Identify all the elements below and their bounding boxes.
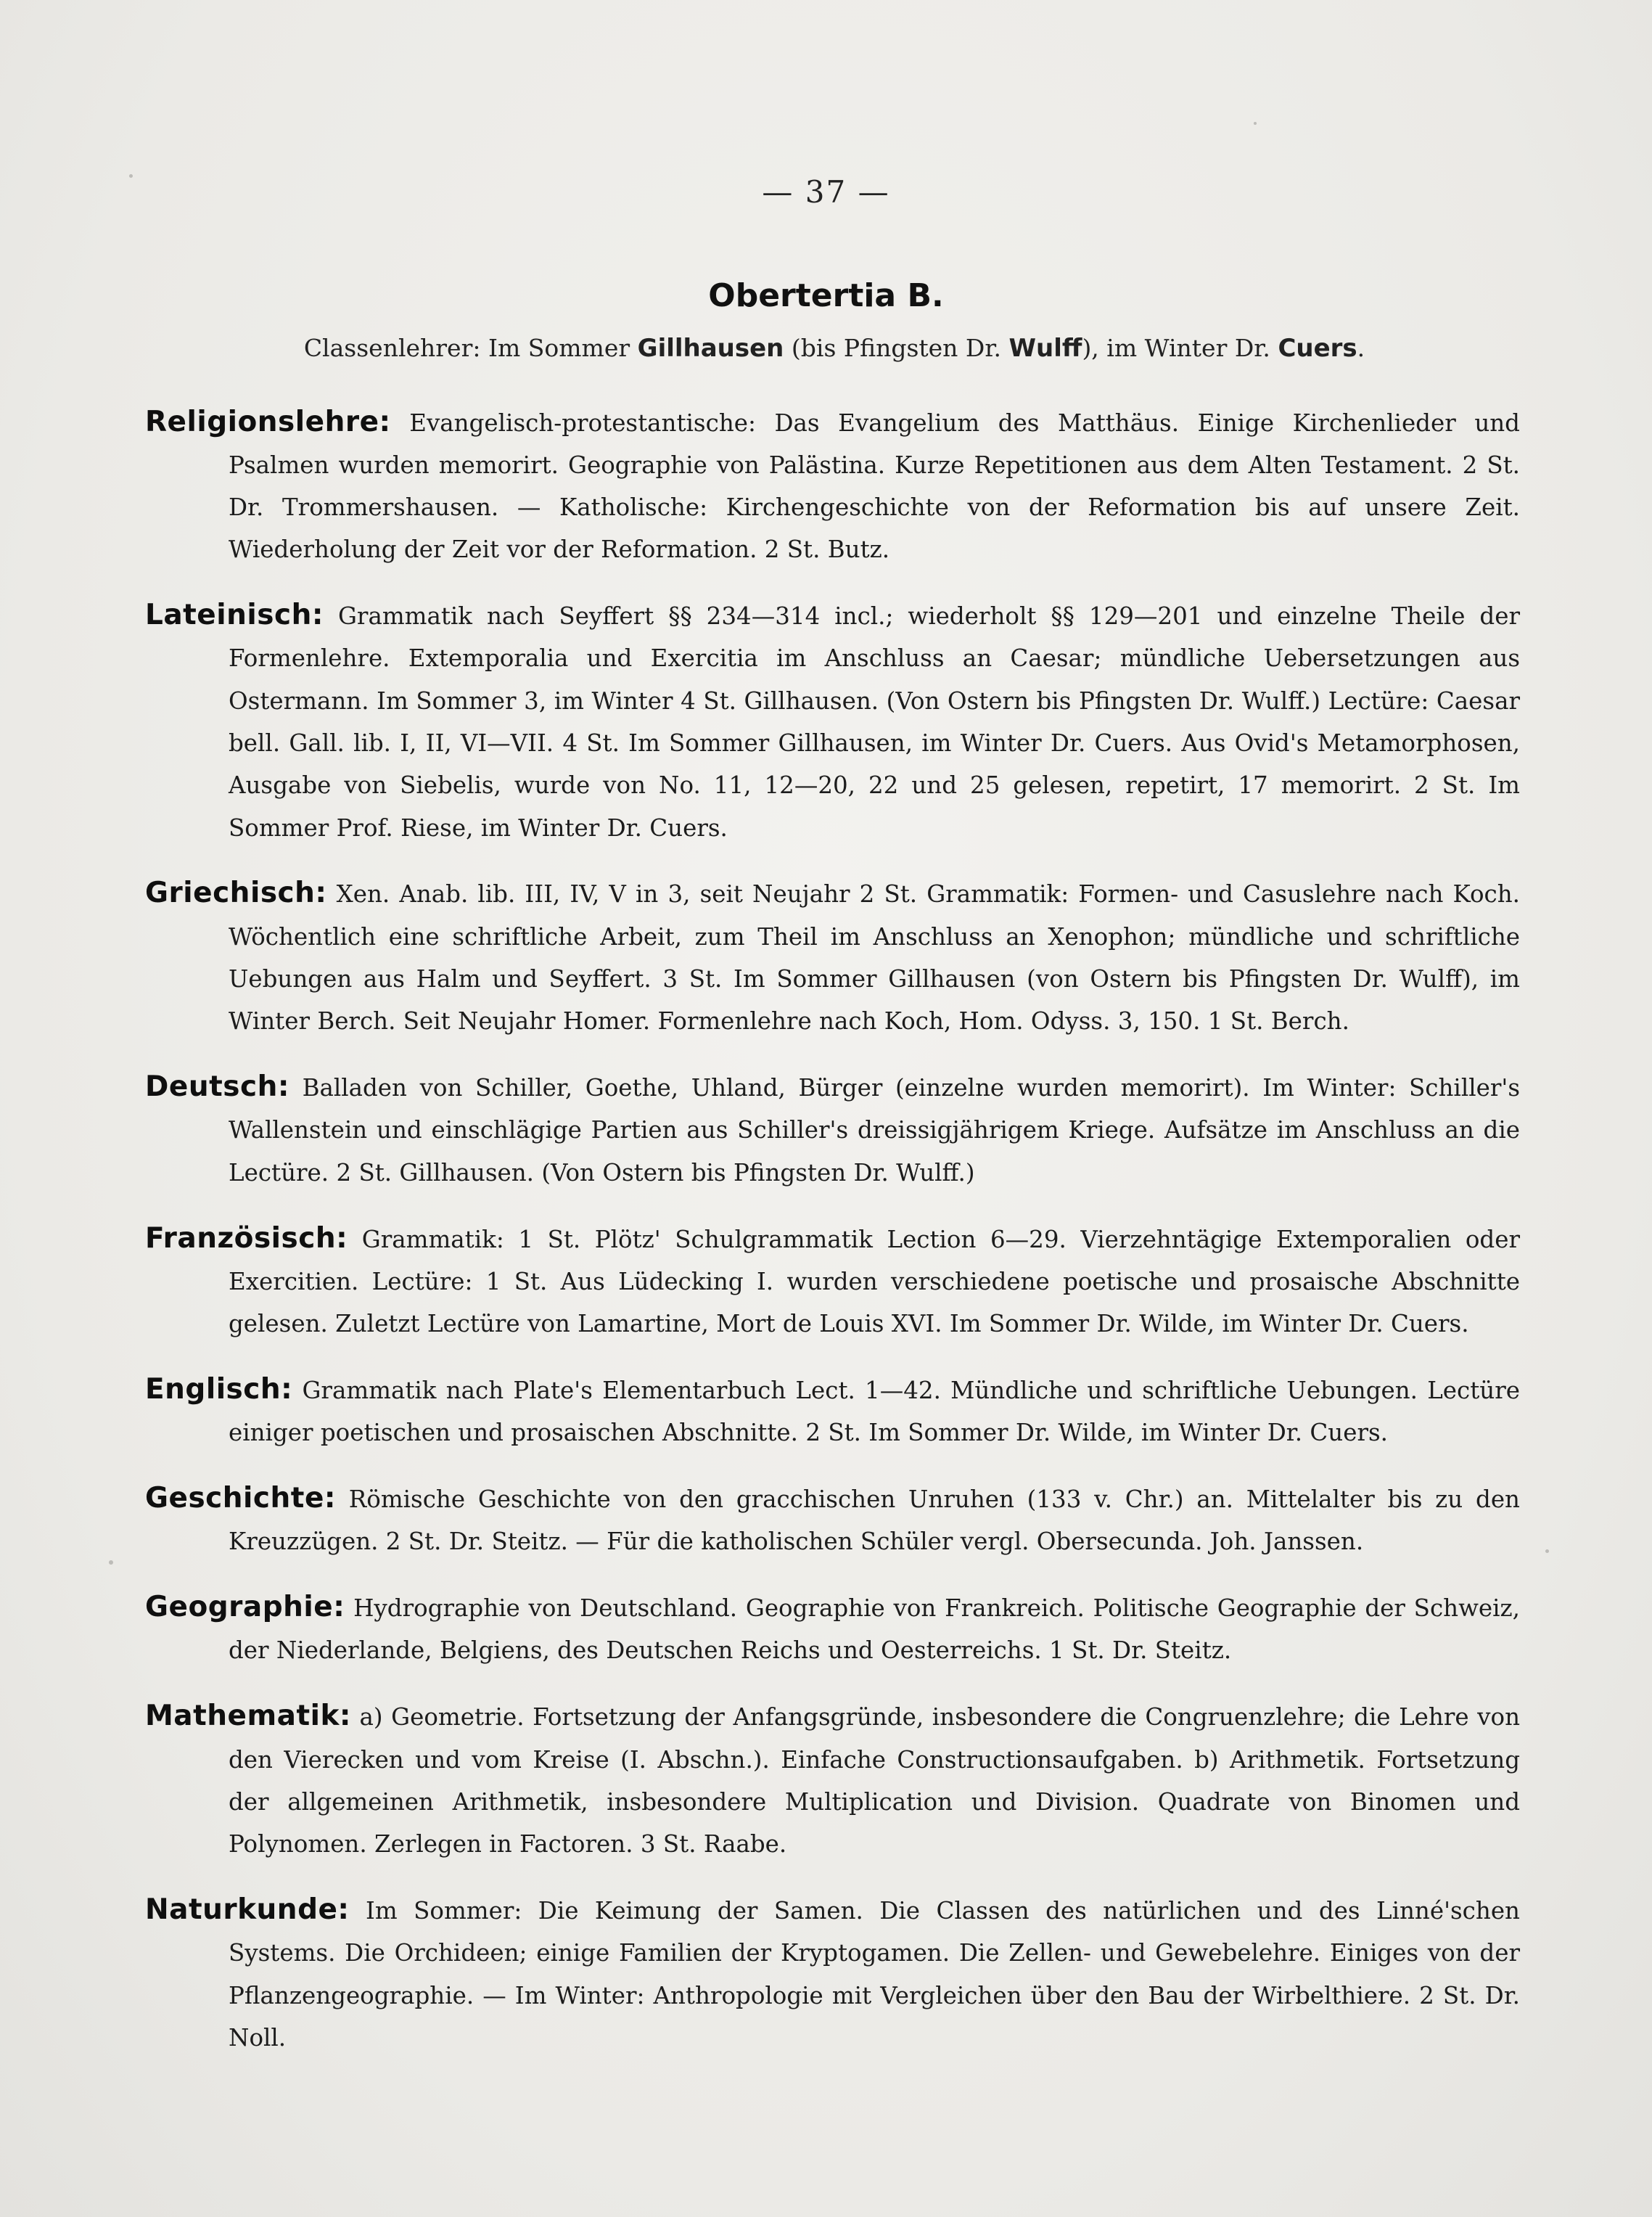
entry-franzoesisch [145,1218,1520,1345]
entry-geographie [145,1586,1520,1672]
subject-heading: Lateinisch: [145,599,324,632]
teacher-name-substitute: Wulff [1008,334,1082,363]
subject-text: Balladen von Schiller, Goethe, Uhland, Bürger (einzelne wurden memorirt). Im Winter: Schiller's Wallenstein und einschlägige Partien aus Schiller's dreissigjährigem Kriege. Aufsätze im Anschluss an die Lectüre. 2 St. Gillhausen. (Von Ostern bis Pfingsten Dr. Wulff.) [229,1074,1520,1187]
entry-geschichte [145,1478,1520,1563]
subject-heading: Mathematik: [145,1700,351,1733]
subject-text: Evangelisch-protestantische: Das Evangelium des Matthäus. Einige Kirchenlieder und Psalmen wurden memorirt. Geographie von Palästina. Kurze Repetitionen aus dem Alten Testament. 2 St. Dr. Trommershausen. — Katholische: Kirchengeschichte von der Reformation bis auf unsere Zeit. Wiederholung der Zeit vor der Reformation. 2 St. Butz. [229,409,1520,564]
class-teacher-mid: (bis Pfingsten Dr. [791,334,1002,362]
class-teacher-end: . [1357,334,1365,362]
class-teacher-label: Classenlehrer: Im Sommer [303,334,630,362]
entry-lateinisch [145,594,1520,849]
subject-heading: Französisch: [145,1221,348,1255]
teacher-name-winter: Cuers [1278,334,1357,363]
subject-text: Grammatik nach Seyffert §§ 234—314 incl.; wiederholt §§ 129—201 und einzelne Theile der Formenlehre. Extemporalia und Exercitia im Anschluss an Caesar; mündliche Uebersetzungen aus Ostermann. Im Sommer 3, im Winter 4 St. Gillhausen. (Von Ostern bis Pfingsten Dr. Wulff.) Lectüre: Caesar bell. Gall. lib. I, II, VI—VII. 4 St. Im Sommer Gillhausen, im Winter Dr. Cuers. Aus Ovid's Metamorphosen, Ausgabe von Siebelis, wurde von No. 11, 12—20, 22 und 25 gelesen, repetirt, 17 memorirt. 2 St. Im Sommer Prof. Riese, im Winter Dr. Cuers. [229,602,1520,842]
subject-heading: Geschichte: [145,1482,336,1515]
subject-entries [145,377,1520,2069]
subject-heading: Religionslehre: [145,405,391,438]
paper-speck [1254,122,1257,125]
subject-heading: Geographie: [145,1591,345,1624]
entry-naturkunde [145,1889,1520,2059]
teacher-name-summer: Gillhausen [637,334,784,363]
subject-text: Grammatik: 1 St. Plötz' Schulgrammatik Lection 6—29. Vierzehntägige Extemporalien oder Exercitien. Lectüre: 1 St. Aus Lüdecking I. wurden verschiedene poetische und prosaische Abschnitte gelesen. Zuletzt Lectüre von Lamartine, Mort de Louis XVI. Im Sommer Dr. Wilde, im Winter Dr. Cuers. [229,1225,1520,1338]
subject-heading: Naturkunde: [145,1893,350,1926]
class-teacher-line [145,334,1524,363]
subject-text: a) Geometrie. Fortsetzung der Anfangsgründe, insbesondere die Congruenzlehre; die Lehre von den Vierecken und vom Kreise (I. Abschn.). Einfache Constructionsaufgaben. b) Arithmetik. Fortsetzung der allgemeinen Arithmetik, insbesondere Multiplication und Division. Quadrate von Binomen und Polynomen. Zerlegen in Factoren. 3 St. Raabe. [229,1703,1520,1859]
subject-heading: Deutsch: [145,1070,289,1104]
entry-griechisch [145,872,1520,1042]
entry-mathematik [145,1695,1520,1865]
subject-text: Grammatik nach Plate's Elementarbuch Lect. 1—42. Mündliche und schriftliche Uebungen. Lectüre einiger poetischen und prosaischen Abschnitte. 2 St. Im Sommer Dr. Wilde, im Winter Dr. Cuers. [229,1376,1520,1447]
entry-religionslehre [145,401,1520,571]
entry-englisch [145,1369,1520,1454]
section-title: Obertertia B. [708,277,944,314]
subject-text: Hydrographie von Deutschland. Geographie von Frankreich. Politische Geographie der Schweiz, der Niederlande, Belgiens, des Deutschen Reichs und Oesterreichs. 1 St. Dr. Steitz. [229,1594,1520,1665]
subject-text: Xen. Anab. lib. III, IV, V in 3, seit Neujahr 2 St. Grammatik: Formen- und Casuslehre nach Koch. Wöchentlich eine schriftliche Arbeit, zum Theil im Anschluss an Xenophon; mündliche und schriftliche Uebungen aus Halm und Seyffert. 3 St. Im Sommer Gillhausen (von Ostern bis Pfingsten Dr. Wulff), im Winter Berch. Seit Neujahr Homer. Formenlehre nach Koch, Hom. Odyss. 3, 150. 1 St. Berch. [229,880,1520,1036]
paper-speck [1545,1549,1549,1553]
subject-heading: Griechisch: [145,877,327,910]
subject-text: Römische Geschichte von den gracchischen Unruhen (133 v. Chr.) an. Mittelalter bis zu den Kreuzzügen. 2 St. Dr. Steitz. — Für die katholischen Schüler vergl. Obersecunda. Joh. Janssen. [229,1485,1520,1556]
subject-text: Im Sommer: Die Keimung der Samen. Die Classen des natürlichen und des Linné'schen Systems. Die Orchideen; einige Familien der Kryptogamen. Die Zellen- und Gewebelehre. Einiges von der Pflanzengeographie. — Im Winter: Anthropologie mit Vergleichen über den Bau der Wirbelthiere. 2 St. Dr. Noll. [229,1896,1520,2052]
page-number: — 37 — [762,174,890,210]
paper-speck [109,1560,113,1565]
class-teacher-mid2: ), im Winter Dr. [1082,334,1270,362]
entry-deutsch [145,1066,1520,1194]
subject-heading: Englisch: [145,1372,293,1406]
